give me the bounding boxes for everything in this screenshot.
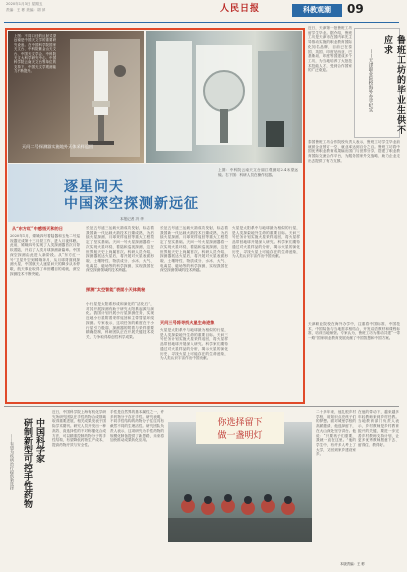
bottom-body-g: 在他的带动下，越来越多年轻教师来到乡村任教。当地教育部门负责人表示，乡村教师是乡村教育振兴的关键，要进一步完善乡村教师支持计划，让更多优秀教师愿意下去、留得住、教得好。	[358, 410, 399, 447]
bottom-headline-2: 研制新型可控手性药物	[22, 418, 32, 508]
bottom-vertical-headline	[5, 410, 49, 560]
column-title-box	[354, 28, 405, 138]
photo-caption-left: 上图：不同口径的反射式望远镜是中国天文学的重要研究设备。在中国科学院国家天文台、中科院紫金山天文台、中国天文学会、中科院天文大科学研究中心、中国科学院云南天文台等单位的支持下，中国天文学观测能力不断提升。	[14, 34, 56, 74]
photo-telescope-right	[146, 31, 302, 163]
feature-body-2: 长征五号遥三运载火箭成功发射，标志着我国新一代运载火箭技术日臻成熟，为后续火星探测、月球采样返回等重大工程奠定了坚实基础。天问一号火星探测器将一次实现火星环绕、着陆和巡视探测，这在世界航天史上尚属首次。科研人员介绍，探测器抵达火星后，将开展对火星表面形貌、土壤特性、物质成分、水冰、大气、电离层、磁场等的科学探测，实现我国在深空探测领域的技术跨越。	[86, 226, 154, 273]
observatory-image	[146, 31, 302, 163]
bottom-photo-headline-1: 你选择留下	[217, 418, 263, 428]
staff-credit: 责编：王 彬 美编：胡 萍	[6, 8, 46, 12]
column-title: 鲁班工坊的毕业生供不应求	[382, 35, 405, 135]
section-band: 科教观潮	[292, 4, 342, 17]
column-subtitle: ——天津职业院校海外办学纪实	[368, 49, 373, 112]
feature-body-1: 2020年1月，嫦娥四号着陆器和玉兔二号巡视器完成第十三月昼工作，进入月夜休眠。此前，嫦娥四号实现了人类探测器首次月背软着陆，开启了人类月球探测新篇章。中国深空探测由此进入新阶段。从“东方红一号”卫星升空到嫦娥奔月，从月球背面到探测火星，中国航天人逐星问天的脚步从未停歇，航天事业取得了举世瞩目的成就，深空探测技术不断突破。	[10, 234, 80, 276]
bottom-headline-sub: ——有望为疾病治疗提供新选择	[10, 434, 15, 490]
subhead-2: 探测“太空智能”表面小天体奥秘	[86, 287, 146, 292]
feature-body-4b: 火星是太阳系中与地球最为相似的行星，是人类探索地外生命的重要目标。天问三号任务计划实施火星采样返回，将火星样品带回地球开展深入研究。科学家们期待通过对火星样品的分析，揭示火星的演化历史，寻找火星上可能存在的生命迹象，为人类认识宇宙作出中国贡献。	[232, 226, 300, 259]
bottom-divider	[4, 406, 399, 407]
page-editor-credit: 本版责编：王 彬	[340, 562, 365, 566]
feature-body-2b: 长征五号遥三运载火箭成功发射，标志着我国新一代运载火箭技术日臻成熟，为后续火星探测、月球采样返回等重大工程奠定了坚实基础。天问一号火星探测器将一次实现火星环绕、着陆和巡视探测，这在世界航天史上尚属首次。科研人员介绍，探测器抵达火星后，将开展对火星表面形貌、土壤特性、物质成分、水冰、大气、电离层、磁场等的科学探测，实现我国在深空探测领域的技术跨越。	[160, 226, 228, 273]
photo-caption-bottom: 天问二号探测器实施地外天体采样返回	[22, 144, 94, 149]
masthead-rule	[4, 22, 399, 23]
byline: 本报记者 冯 华	[120, 217, 144, 221]
issue-date: 2020年1月3日 星期五	[6, 2, 43, 6]
feature-body-4: 火星是太阳系中与地球最为相似的行星，是人类探索地外生命的重要目标。天问三号任务计划实施火星采样返回，将火星样品带回地球开展深入研究。科学家们期待通过对火星样品的分析，揭示火星的演化历史，寻找火星上可能存在的生命迹象，为人类认识宇宙作出中国贡献。	[160, 328, 228, 361]
right-body-a: 近日，天津第一批鲁班工坊留学生毕业。据介绍，鲁班工坊是天津市在国内率先主导推动实施的职业教育国际化知名品牌，目前已在泰国、英国、印度尼西亚、巴基斯坦、印度等国建成多个工坊，为当地培养了大批技术技能人才，受到合作国家的广泛欢迎。	[308, 26, 352, 73]
bottom-body-f: 二十多年来，他扎根乡村学校，用知识点亮孩子们的梦想。面对城里学校的高薪邀请，他选择留下，在大山深处坚守讲台。他说：“只要孩子们需要，我就一直在这里。”他的学生中，有许多人考上了大学，又回到家乡建设家乡。	[316, 410, 356, 457]
bottom-body-d: 近日，中国科学院上海有机化学研究所研究团队在手性药物合成领域取得重要进展，相关成果发表于国际学术期刊。研究人员开发出一种高效、高选择性的不对称催化合成方法，可以精准控制药物分子的手性结构，有望降低药物生产成本，提高药物疗效与安全性。	[52, 410, 106, 447]
bottom-headline-1: 中国科学家	[34, 418, 44, 463]
page-number: 09	[347, 2, 364, 16]
bottom-body-e: 手性是自然界的基本属性之一，许多药物分子存在手性。研究表明，不同手性结构的药物分子往往具有截然不同的生理活性。研究团队负责人表示，这项研究为手性药物的规模化制备提供了新思路，未来将加快推动成果转化应用。	[110, 410, 164, 443]
headline-sub: 中国深空探测新远征	[64, 196, 199, 212]
subhead-1: 从“东方红”中感悟天和的日	[12, 226, 63, 231]
headline-main: 逐星问天	[64, 179, 124, 195]
right-body-c: 天津职业院校在海外办学中，注重将中国标准、中国技术、中国装备与当地需求相结合，开发双语教材和课程标准，培训当地师资。专家认为，鲁班工坊为推动共建“一带一路”国家职业教育发展贡献了中国智慧和中国方案。	[308, 322, 400, 341]
newspaper-logo: 人民日报	[220, 4, 261, 14]
masthead	[0, 0, 403, 22]
photo-caption-right: 上图：中科院云南天文台丽江观测站2.4米望远镜。右下图：科研人员在操作仪器。	[218, 168, 298, 177]
bottom-photo-headline-box	[196, 412, 284, 444]
right-body-b: 泰国鲁班工坊合作院校负责人表示，鲁班工坊学生毕业前就被企业预订一空，就业率达到百分之百。鲁班工坊将中国优秀职业教育成果输出国门与世界分享，搭建了职业教育国际交流合作平台，为服务国家外交战略、助力企业走出去提供了有力支撑。	[308, 140, 400, 163]
feature-body-3: 小行星是太阳系形成和演化的“活化石”，对其开展探测有助于研究太阳系起源与演化。我国计划开展小行星探测任务，实现近地小行星附着采样返回和主带彗星环绕探测。专家表示，这项任务的难度在于小行星引力极弱，探测器的附着与采样需要精确控制，科研团队正在开展关键技术攻关，力争取得原创性科学成果。	[86, 302, 154, 339]
subhead-3: 天问三号将寻找火星生命迹象	[160, 320, 215, 325]
bottom-photo-headline-2: 做一盏明灯	[217, 431, 263, 441]
